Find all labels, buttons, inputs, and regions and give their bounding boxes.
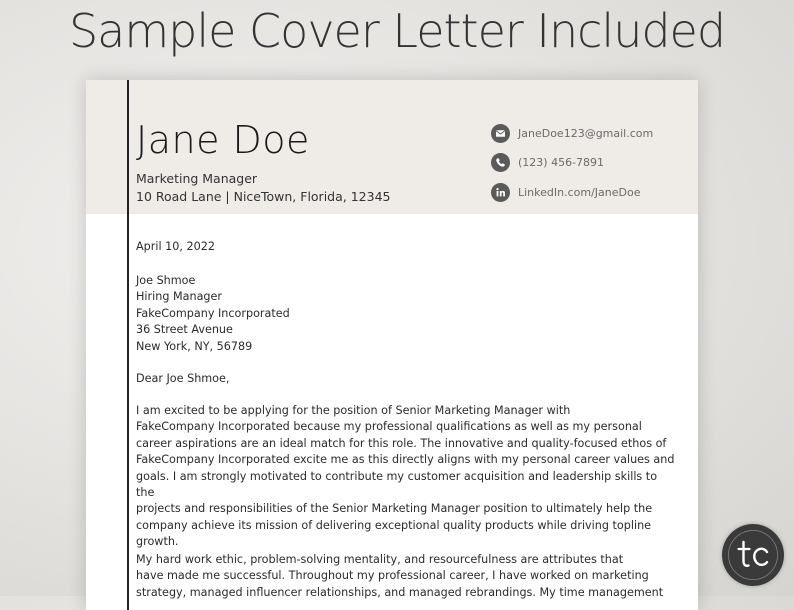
recipient-block xyxy=(136,273,290,355)
letter-date: April 10, 2022 xyxy=(136,240,215,253)
email-text: JaneDoe123@gmail.com xyxy=(518,127,654,140)
contact-email xyxy=(491,124,653,143)
letter-paragraph-1: I am excited to be applying for the position of Senior Marketing Manager with FakeCompany Incorporated because my professional qualifications as well as my personal career aspirations are an ideal match for this role. The innovative and quality-focused ethos of FakeCompany Incorporated excite me as this directly aligns with my personal career values and goals. I am strongly motivated to contribute my customer acquisition and leadership skills to the projects and responsibilities of the Senior Marketing Manager position to ultimately help the company achieve its mission of delivering exceptional quality products while driving topline growth. xyxy=(136,404,675,549)
contact-phone xyxy=(491,153,604,172)
banner-title: Sample Cover Letter Included xyxy=(68,4,726,58)
cover-letter-page xyxy=(86,80,698,610)
phone-text: (123) 456-7891 xyxy=(518,156,605,169)
contact-linkedin xyxy=(491,183,641,202)
applicant-name: Jane Doe xyxy=(136,118,310,162)
recipient-city: New York, NY, 56789 xyxy=(136,339,253,353)
linkedin-text: LinkedIn.com/JaneDoe xyxy=(518,186,641,199)
applicant-address: 10 Road Lane | NiceTown, Florida, 12345 xyxy=(136,189,391,204)
linkedin-icon xyxy=(491,183,510,202)
recipient-name: Joe Shmoe xyxy=(136,274,196,287)
applicant-role: Marketing Manager xyxy=(136,171,258,186)
letter-paragraph-2: My hard work ethic, problem-solving mentality, and resourcefulness are attributes that have made me successful. Throughout my professional career, I have worked on marketing strategy, managed influencer relationships, and managed rebrandings. My time management xyxy=(136,553,664,599)
letter-greeting: Dear Joe Shmoe, xyxy=(136,372,230,385)
vertical-rule xyxy=(127,80,129,610)
recipient-title: Hiring Manager xyxy=(136,290,223,304)
tc-monogram-icon xyxy=(722,524,784,586)
email-icon xyxy=(491,124,510,143)
brand-logo xyxy=(722,524,784,586)
phone-icon xyxy=(491,153,510,172)
recipient-street: 36 Street Avenue xyxy=(136,323,233,337)
recipient-company: FakeCompany Incorporated xyxy=(136,306,290,320)
